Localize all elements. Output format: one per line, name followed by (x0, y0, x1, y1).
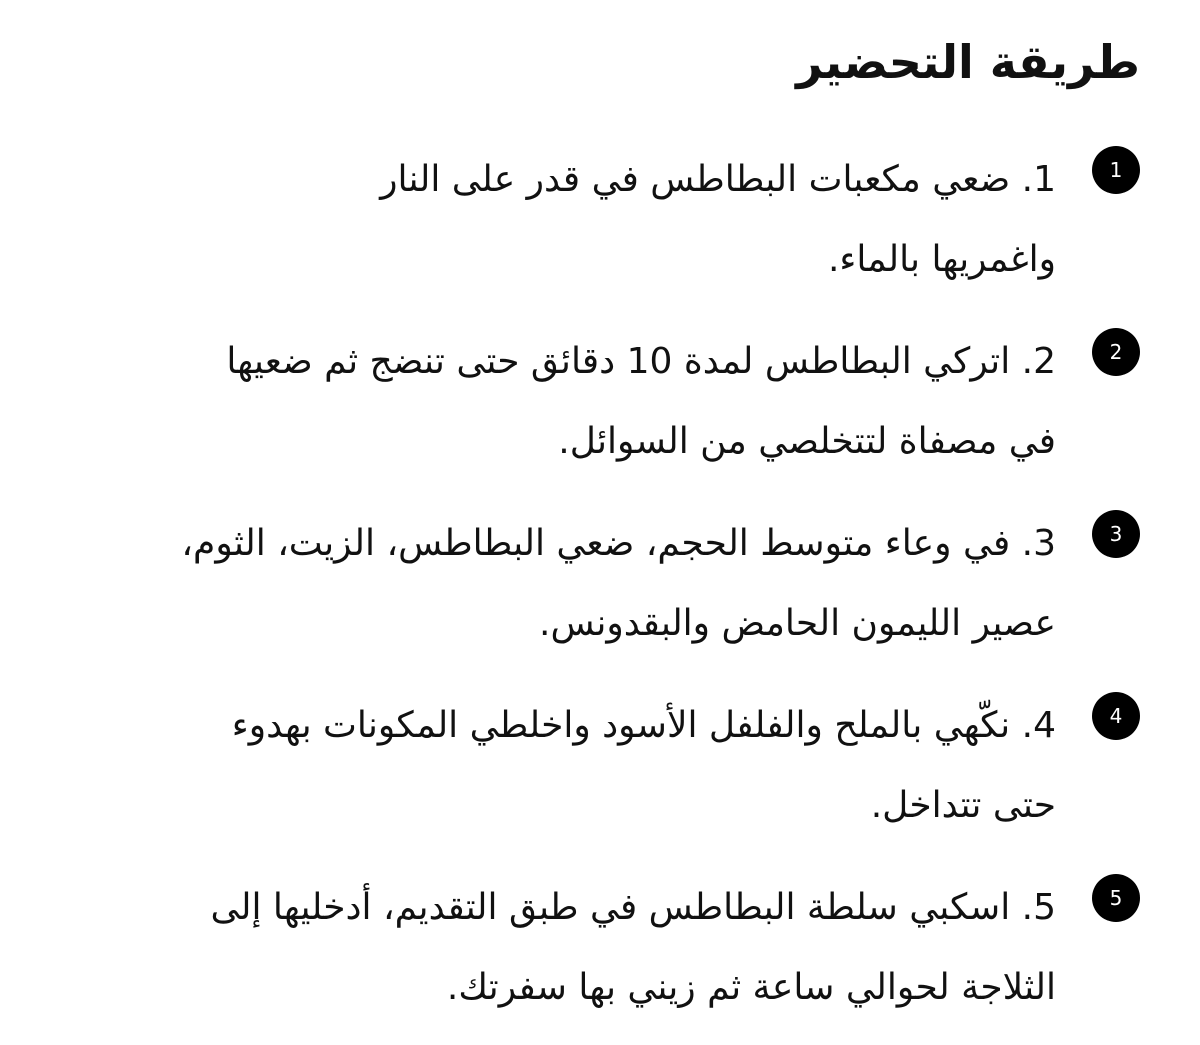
step-line: عصير الليمون الحامض والبقدونس. (539, 603, 1056, 644)
step-line: الثلاجة لحوالي ساعة ثم زيني بها سفرتك. (446, 967, 1056, 1008)
step-line: في مصفاة لتتخلصي من السوائل. (558, 421, 1056, 462)
step-text (96, 504, 1056, 664)
section-title: طريقة التحضير (796, 35, 1140, 89)
step-line: واغمريها بالماء. (827, 239, 1056, 280)
step-line: 1. ضعي مكعبات البطاطس في قدر على النار (380, 159, 1056, 200)
step-item-1 (80, 140, 1140, 280)
step-number-badge: 2 (1092, 328, 1140, 376)
step-number-badge: 3 (1092, 510, 1140, 558)
step-text (96, 322, 1056, 482)
step-item-4 (80, 686, 1140, 826)
step-item-5 (80, 868, 1140, 1008)
step-line: 2. اتركي البطاطس لمدة 10 دقائق حتى تنضج ثم ضعيها (226, 341, 1056, 382)
step-text (96, 140, 1056, 300)
step-number-badge: 1 (1092, 146, 1140, 194)
step-line: 4. نكّهي بالملح والفلفل الأسود واخلطي المكونات بهدوء (231, 705, 1056, 746)
step-line: 5. اسكبي سلطة البطاطس في طبق التقديم، أدخليها إلى (210, 887, 1056, 928)
step-line: 3. في وعاء متوسط الحجم، ضعي البطاطس، الزيت، الثوم، (181, 523, 1056, 564)
step-item-3 (80, 504, 1140, 644)
step-number-badge: 4 (1092, 692, 1140, 740)
step-text (96, 868, 1056, 1028)
step-line: حتى تتداخل. (870, 785, 1056, 826)
step-item-2 (80, 322, 1140, 462)
step-text (96, 686, 1056, 846)
step-number-badge: 5 (1092, 874, 1140, 922)
